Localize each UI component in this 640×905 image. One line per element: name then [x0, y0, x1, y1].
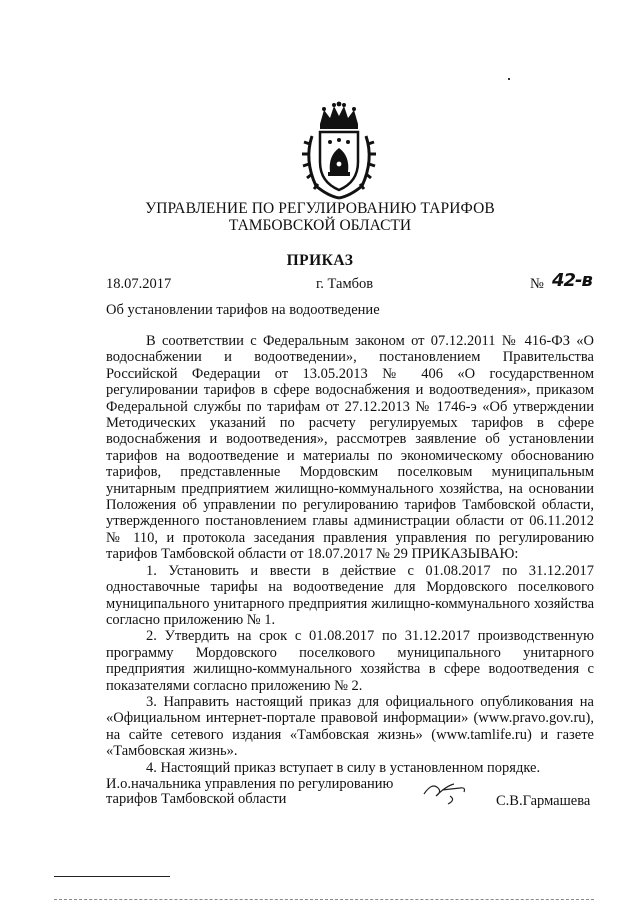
order-item-2: 2. Утвердить на срок с 01.08.2017 по 31.12.2017 производственную программу Мордовского поселкового муниципального унитарного предприятия жилищно-коммунального хозяйства в сфере водоотведения с показателями согласно приложению № 2. — [106, 628, 594, 694]
signatory-title — [106, 777, 393, 807]
signatory-title-line-2: тарифов Тамбовской области — [106, 791, 287, 807]
order-item-4: 4. Настоящий приказ вступает в силу в установленном порядке. — [146, 759, 541, 776]
preamble-paragraph: В соответствии с Федеральным законом от 07.12.2011 № 416-ФЗ «О водоснабжении и водоотведении», постановлением Правительства Российской Федерации от 13.05.2013 № 406 «О государственном регулировании тарифов в сфере водоснабжения и водоотведения», приказом Федеральной службы по тарифам от 27.12.2013 № 1746-э «Об утверждении Методических указаний по расчету регулируемых тарифов в сфере водоснабжения и водоотведения», рассмотрев заявление об установлении тарифов на водоотведение и материалы по экономическому обоснованию тарифов, представленные Мордовским поселковым муниципальным унитарным предприятием жилищно-коммунального хозяйства, на основании Положения об управлении по регулированию тарифов Тамбовской области, утвержденного постановлением главы администрации области от 06.11.2012 № 110, и протокола заседания правления управления по регулированию тарифов Тамбовской области от 18.07.2017 № 29 ПРИКАЗЫВАЮ: — [106, 333, 594, 563]
signatory-title-line-1: И.о.начальника управления по регулированию — [106, 776, 394, 792]
document-number-handwritten: 42-в — [552, 270, 592, 291]
document-type-title: ПРИКАЗ — [286, 252, 354, 269]
scan-edge-artifact — [54, 899, 594, 901]
document-date: 18.07.2017 — [106, 276, 172, 292]
organization-name-line-2: ТАМБОВСКОЙ ОБЛАСТИ — [228, 217, 412, 234]
signatory-name: С.В.Гармашева — [496, 793, 591, 809]
scan-speck — [508, 78, 510, 80]
document-subject: Об установлении тарифов на водоотведение — [106, 302, 380, 318]
coat-of-arms-icon — [298, 100, 380, 200]
document-city: г. Тамбов — [316, 276, 374, 292]
handwritten-signature-icon — [420, 776, 480, 806]
order-item-1: 1. Установить и ввести в действие с 01.08.2017 по 31.12.2017 одноставочные тарифы на водоотведение для Мордовского поселкового муниципального унитарного предприятия жилищно-коммунального хозяйства согласно приложению № 1. — [106, 562, 594, 628]
footer-divider — [54, 876, 170, 877]
organization-name-line-1: УПРАВЛЕНИЕ ПО РЕГУЛИРОВАНИЮ ТАРИФОВ — [145, 200, 495, 217]
document-number-sign: № — [530, 276, 544, 292]
document-body — [106, 333, 594, 776]
order-item-3: 3. Направить настоящий приказ для официального опубликования на «Официальном интернет-портале правовой информации» (www.pravo.gov.ru), на сайте сетевого издания «Тамбовская жизнь» (www.tamlife.ru) и газете «Тамбовская жизнь». — [106, 693, 594, 760]
